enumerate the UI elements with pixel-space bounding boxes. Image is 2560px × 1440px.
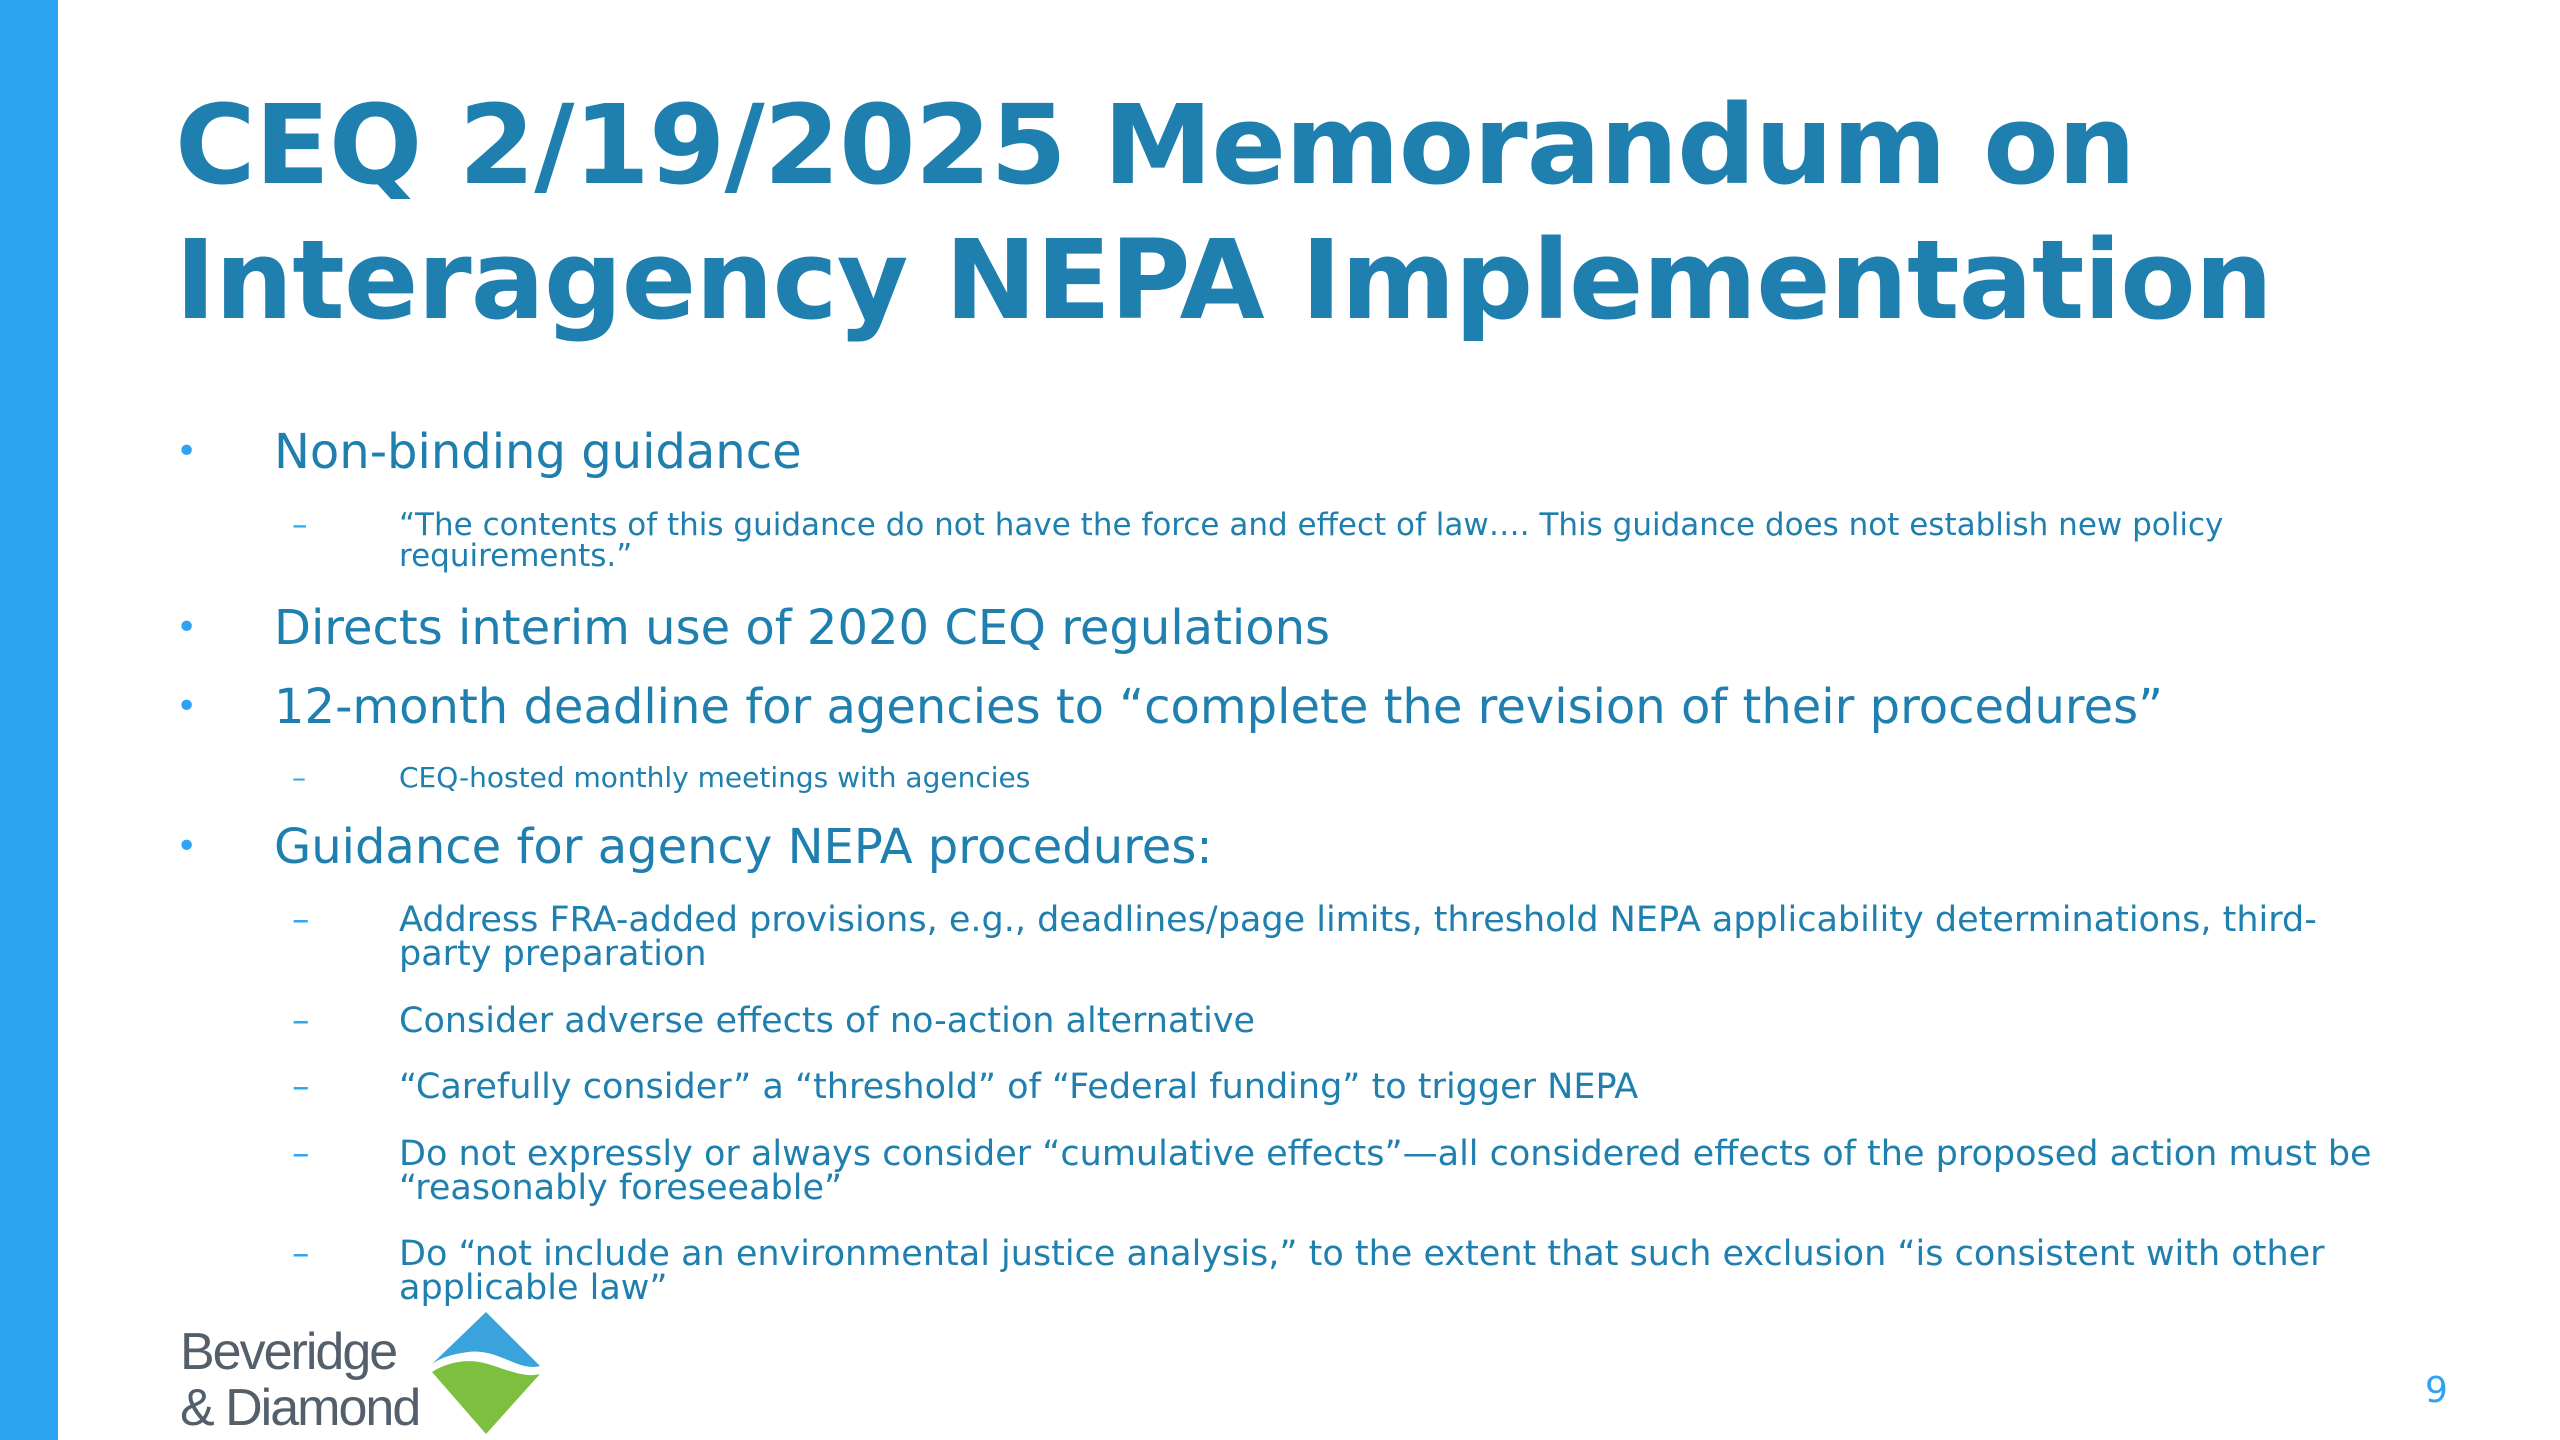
bullet-icon: • (176, 686, 198, 727)
diamond-logo-icon (428, 1310, 544, 1436)
sub-bullet-text: “The contents of this guidance do not have the force and effect of law…. This guidance does not establish new policy requirements.” (399, 507, 2224, 574)
sub-bullet-text: Do “not include an environmental justice analysis,” to the extent that such exclusion “is consistent with other applicable law” (399, 1234, 2325, 1308)
beveridge-diamond-logo (180, 1310, 560, 1438)
accent-bar (0, 0, 58, 1440)
slide-title (175, 78, 2272, 348)
sub-bullet-text: Do not expressly or always consider “cumulative effects”—all considered effects of the proposed action must be “reasonably foreseeable” (399, 1134, 2372, 1208)
sub-bullet-text: “Carefully consider” a “threshold” of “Federal funding” to trigger NEPA (399, 1067, 1639, 1107)
logo-text: Beveridge & Diamond (180, 1323, 420, 1437)
dash-icon: – (292, 1134, 310, 1174)
bullet-icon: • (176, 826, 198, 867)
bullet-text: Non-binding guidance (274, 424, 802, 480)
dash-icon: – (292, 507, 308, 543)
dash-icon: – (292, 761, 306, 794)
bullet-text: Directs interim use of 2020 CEQ regulations (274, 600, 1331, 656)
bullet-icon: • (176, 607, 198, 648)
bullet-text: 12-month deadline for agencies to “complete the revision of their procedures” (274, 679, 2164, 735)
sub-bullet-text: Consider adverse effects of no-action alternative (399, 1001, 1256, 1041)
bullet-text: Guidance for agency NEPA procedures: (274, 819, 1213, 875)
dash-icon: – (292, 1234, 310, 1274)
sub-bullet-text: Address FRA-added provisions, e.g., deadlines/page limits, threshold NEPA applicability determinations, third-party preparation (399, 900, 2317, 974)
title-line-1: CEQ 2/19/2025 Memorandum on (175, 81, 2135, 209)
dash-icon: – (292, 900, 310, 940)
title-line-2: Interagency NEPA Implementation (175, 216, 2273, 344)
bullet-icon: • (176, 431, 198, 472)
sub-bullet-text: CEQ-hosted monthly meetings with agencies (399, 761, 1031, 794)
dash-icon: – (292, 1001, 310, 1041)
dash-icon: – (292, 1067, 310, 1107)
page-number: 9 (2425, 1370, 2448, 1411)
